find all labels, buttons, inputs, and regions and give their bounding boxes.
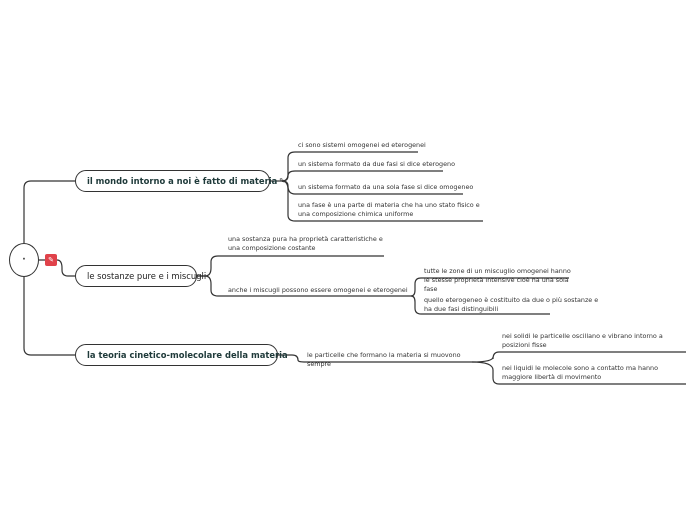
branch-label: il mondo intorno a noi è fatto di materia	[87, 176, 278, 186]
leaf-text: quello eterogeneo è costituito da due o più sostanze e ha due fasi distinguibili	[424, 296, 599, 313]
branch-node-materia[interactable]	[75, 170, 286, 192]
edit-badge-label: ✎	[48, 256, 54, 264]
leaf-text: una fase è una parte di materia che ha uno stato fisico e una composizione chimica uniforme	[298, 201, 480, 218]
leaf-text: un sistema formato da due fasi si dice eterogeno	[298, 160, 455, 168]
leaf-text: anche i miscugli possono essere omogenei e eterogenei	[228, 286, 408, 294]
branch-label: la teoria cinetico-molecolare della materia	[87, 350, 288, 360]
branch-node-sostanze[interactable]	[75, 265, 207, 287]
leaf-text: un sistema formato da una sola fase si dice omogeneo	[298, 183, 474, 191]
leaf-text: nei liquidi le molecole sono a contatto ma hanno maggiore libertà di movimento	[502, 364, 659, 381]
edit-icon[interactable]: ✎	[279, 177, 286, 185]
root-node[interactable]	[9, 243, 39, 277]
leaf-text: ci sono sistemi omogenei ed eterogenei	[298, 141, 426, 149]
leaf-text: tutte le zone di un miscuglio omogenei hanno le stesse proprietà intensive cioè ha una sola fase	[424, 267, 571, 293]
root-label: ·	[22, 255, 26, 265]
branch-node-teoria[interactable]	[75, 344, 288, 366]
leaf-text: nei solidi le particelle oscillano e vibrano intorno a posizioni fisse	[502, 332, 663, 349]
edit-badge-icon[interactable]	[45, 254, 57, 266]
leaf-text: le particelle che formano la materia si muovono sempre	[307, 351, 461, 368]
leaf-text: una sostanza pura ha proprietà caratteristiche e una composizione costante	[228, 235, 383, 252]
branch-label: le sostanze pure e i miscugli	[87, 271, 207, 281]
